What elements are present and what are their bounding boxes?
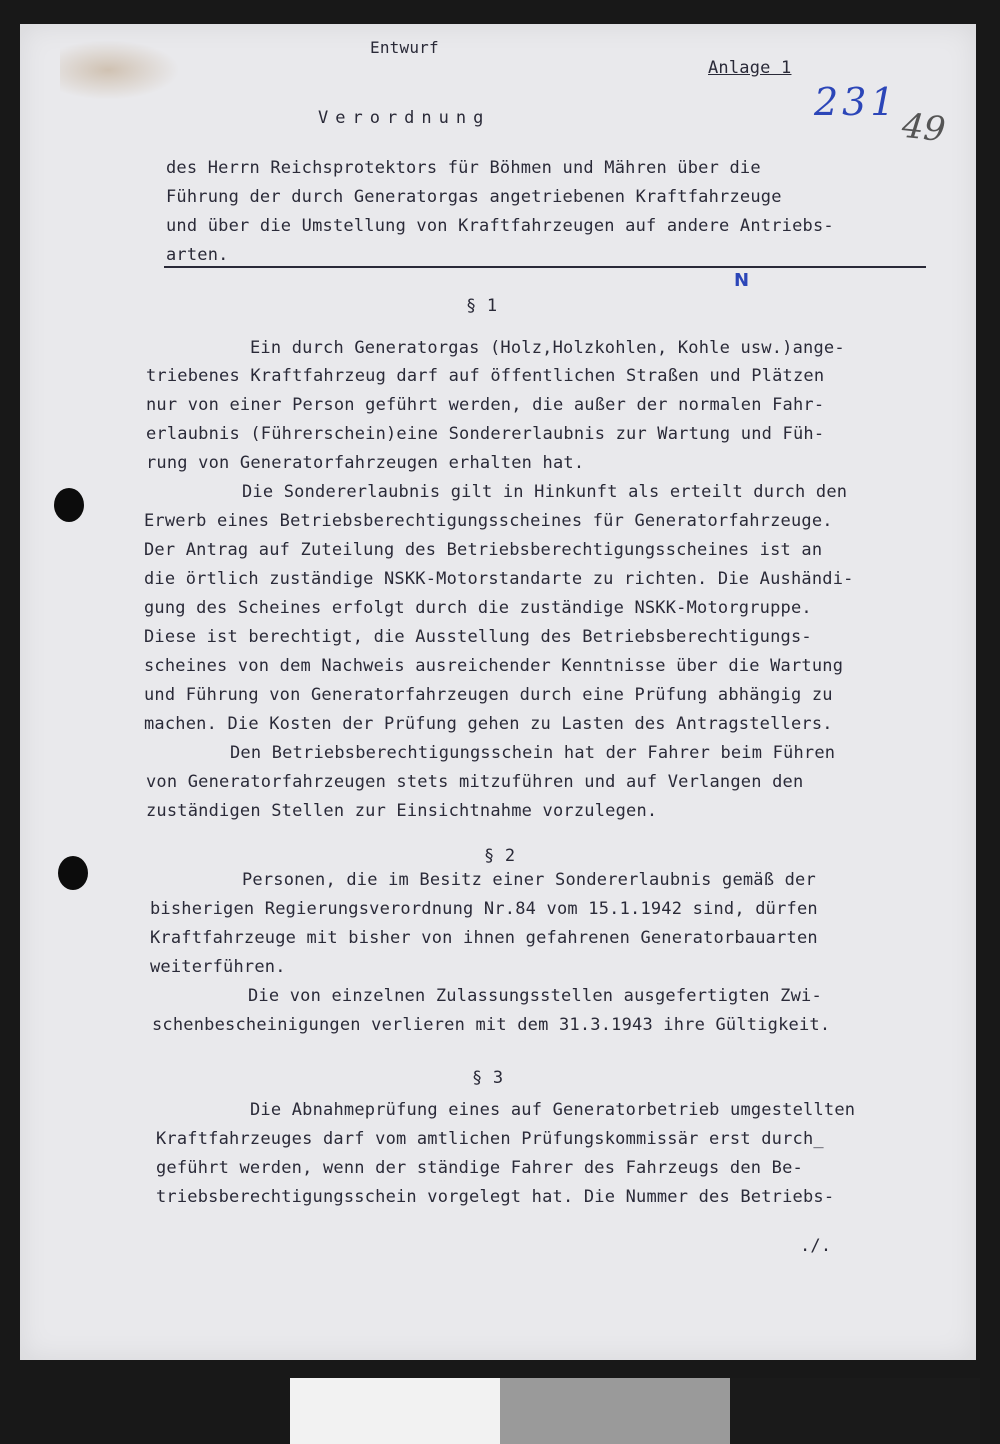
text-line: gung des Scheines erfolgt durch die zuständige NSKK-Motorgruppe.: [144, 598, 812, 618]
continuation-mark: ./.: [800, 1236, 832, 1256]
text-line: Die Abnahmeprüfung eines auf Generatorbetrieb umgestellten: [250, 1100, 856, 1120]
text-line: machen. Die Kosten der Prüfung gehen zu Lasten des Antragstellers.: [144, 714, 833, 734]
section-heading: § 1: [466, 296, 498, 316]
title-divider: [164, 266, 926, 268]
text-line: erlaubnis (Führerschein)eine Sondererlaubnis zur Wartung und Füh-: [146, 424, 825, 444]
text-line: Die Sondererlaubnis gilt in Hinkunft als erteilt durch den: [242, 482, 848, 502]
rust-stain: [60, 40, 180, 100]
text-line: nur von einer Person geführt werden, die außer der normalen Fahr-: [146, 395, 825, 415]
swatch-white: [290, 1378, 500, 1444]
section-heading: § 3: [472, 1068, 504, 1088]
subtitle-line: des Herrn Reichsprotektors für Böhmen und Mähren über die: [166, 158, 761, 178]
scan-calibration-strip: [290, 1378, 980, 1444]
text-line: schenbescheinigungen verlieren mit dem 31.3.1943 ihre Gültigkeit.: [152, 1015, 831, 1035]
text-line: die örtlich zuständige NSKK-Motorstandarte zu richten. Die Aushändi-: [144, 569, 854, 589]
swatch-black: [730, 1378, 980, 1444]
handwritten-folio-number: 231: [814, 80, 899, 124]
text-line: und Führung von Generatorfahrzeugen durch eine Prüfung abhängig zu: [144, 685, 833, 705]
document-title: Verordnung: [318, 108, 491, 128]
text-line: triebenes Kraftfahrzeug darf auf öffentlichen Straßen und Plätzen: [146, 366, 825, 386]
swatch-gray: [500, 1378, 730, 1444]
annex-label: Anlage 1: [708, 58, 792, 78]
section-heading: § 2: [484, 846, 516, 866]
text-line: bisherigen Regierungsverordnung Nr.84 vom 15.1.1942 sind, dürfen: [150, 899, 818, 919]
text-line: Kraftfahrzeuges darf vom amtlichen Prüfungskommissär erst durch_: [156, 1129, 824, 1149]
text-line: zuständigen Stellen zur Einsichtnahme vorzulegen.: [146, 801, 658, 821]
draft-label: Entwurf: [370, 38, 439, 57]
text-line: Kraftfahrzeuge mit bisher von ihnen gefahrenen Generatorbauarten: [150, 928, 818, 948]
punch-hole-top: [54, 488, 84, 522]
punch-hole-bottom: [58, 856, 88, 890]
subtitle-line: und über die Umstellung von Kraftfahrzeugen auf andere Antriebs-: [166, 216, 834, 236]
text-line: Die von einzelnen Zulassungsstellen ausgefertigten Zwi-: [248, 986, 822, 1006]
text-line: Personen, die im Besitz einer Sondererlaubnis gemäß der: [242, 870, 816, 890]
text-line: weiterführen.: [150, 957, 286, 977]
text-line: von Generatorfahrzeugen stets mitzuführen und auf Verlangen den: [146, 772, 804, 792]
subtitle-line: Führung der durch Generatorgas angetriebenen Kraftfahrzeuge: [166, 187, 782, 207]
text-line: Der Antrag auf Zuteilung des Betriebsberechtigungsscheines ist an: [144, 540, 823, 560]
text-line: Diese ist berechtigt, die Ausstellung des Betriebsberechtigungs-: [144, 627, 812, 647]
subtitle-line: arten.: [166, 245, 229, 265]
handwritten-mark: N: [734, 270, 750, 291]
text-line: triebsberechtigungsschein vorgelegt hat. Die Nummer des Betriebs-: [156, 1187, 835, 1207]
text-line: Den Betriebsberechtigungsschein hat der Fahrer beim Führen: [230, 743, 836, 763]
handwritten-pencil-number: 49: [900, 105, 948, 151]
text-line: scheines von dem Nachweis ausreichender Kenntnisse über die Wartung: [144, 656, 844, 676]
text-line: Erwerb eines Betriebsberechtigungsscheines für Generatorfahrzeuge.: [144, 511, 833, 531]
text-line: geführt werden, wenn der ständige Fahrer des Fahrzeugs den Be-: [156, 1158, 803, 1178]
text-line: Ein durch Generatorgas (Holz,Holzkohlen, Kohle usw.)ange-: [250, 338, 845, 358]
text-line: rung von Generatorfahrzeugen erhalten hat.: [146, 453, 585, 473]
